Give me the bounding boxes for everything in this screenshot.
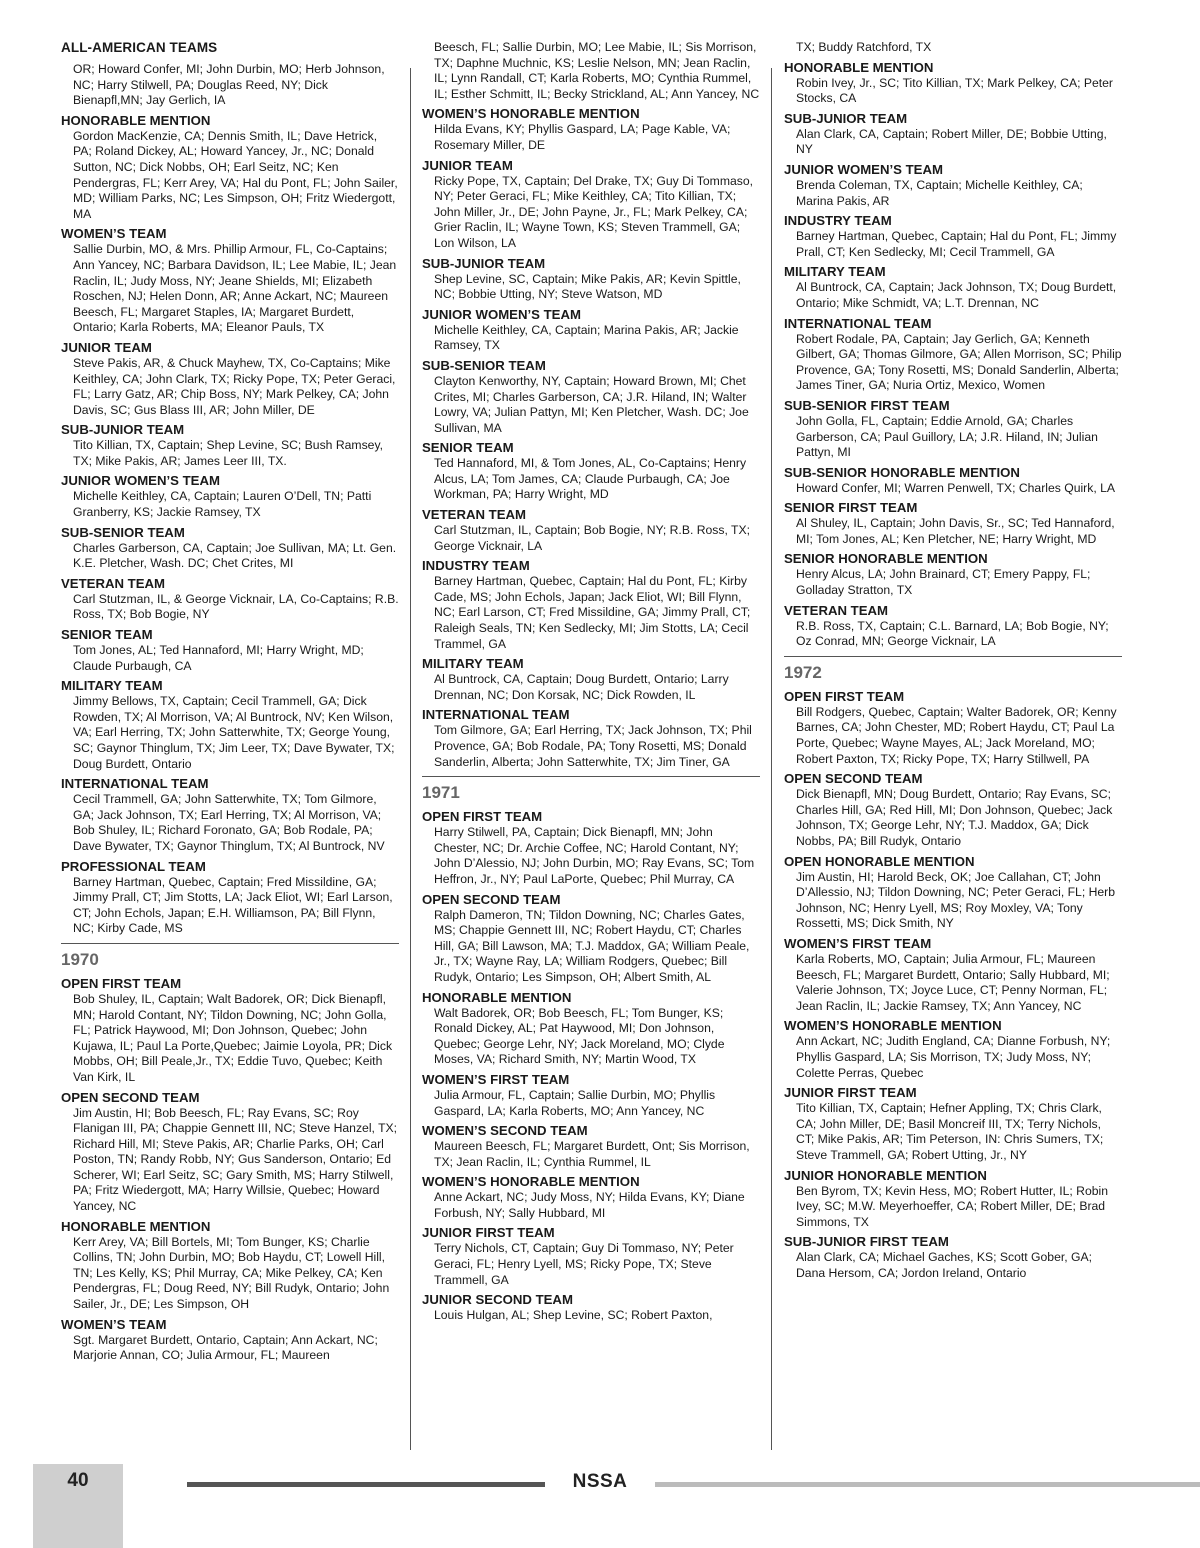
year-heading: 1972 xyxy=(784,656,1122,683)
team-members: Tito Killian, TX, Captain; Hefner Appling, TX; Chris Clark, CA; John Miller, DE; Basil Moncreif III, TX; Terry Nichols, CT; Mike Pakis, AR; Tim Peterson, IN: Chris Sumers, TX; Steve Trammell, GA; Robert Utting, Jr., NY xyxy=(796,1101,1104,1162)
team-section xyxy=(784,316,1122,394)
team-members: Al Buntrock, CA, Captain; Doug Burdett, Ontario; Larry Drennan, NC; Don Korsak, NC; Dick Rowden, IL xyxy=(434,672,729,702)
team-heading: VETERAN TEAM xyxy=(784,602,889,618)
team-section xyxy=(61,422,399,469)
team-heading: MILITARY TEAM xyxy=(784,264,886,280)
section-list xyxy=(61,976,399,1364)
team-heading: SUB-JUNIOR TEAM xyxy=(784,110,908,126)
team-section xyxy=(784,1018,1122,1081)
team-heading: JUNIOR HONORABLE MENTION xyxy=(784,1167,987,1183)
team-heading: WOMEN’S HONORABLE MENTION xyxy=(784,1018,1002,1034)
team-heading: HONORABLE MENTION xyxy=(61,112,211,128)
team-section xyxy=(61,226,399,336)
team-section xyxy=(784,111,1122,158)
team-heading: WOMEN’S TEAM xyxy=(61,1316,167,1332)
team-members: Robert Rodale, PA, Captain; Jay Gerlich, GA; Kenneth Gilbert, GA; Thomas Gilmore, GA; Allen Morrison, SC; Philip Provence, GA; Tony Rosetti, MS; Donald Sanderlin, Alberta; James Tiner, GA; Nuria Ortiz, Mexico, Women xyxy=(796,331,1122,393)
team-section xyxy=(61,627,399,674)
team-heading: INTERNATIONAL TEAM xyxy=(422,707,570,723)
team-section xyxy=(422,558,760,652)
team-section xyxy=(784,60,1122,107)
team-heading: VETERAN TEAM xyxy=(61,575,166,591)
team-heading: WOMEN’S TEAM xyxy=(61,226,167,242)
team-section xyxy=(784,398,1122,461)
team-heading: MILITARY TEAM xyxy=(422,656,524,672)
team-members: Michelle Keithley, CA, Captain; Lauren O’Dell, TN; Patti Granberry, KS; Jackie Ramsey, TX xyxy=(73,489,372,520)
continued-text: Beesch, FL; Sallie Durbin, MO; Lee Mabie, IL; Sis Morrison, TX; Daphne Muchnic, KS; Leslie Nelson, MN; Jean Raclin, IL; Lynn Randall, CT; Karla Roberts, MO; Cynthia Rummel, IL; Esther Schmitt, IL; Becky Strickland, AL; Ann Yancey, NC xyxy=(434,40,760,101)
team-members: Tom Jones, AL; Ted Hannaford, MI; Harry Wright, MD; Claude Purbaugh, CA xyxy=(73,643,364,673)
team-members: Shep Levine, SC, Captain; Mike Pakis, AR; Kevin Spittle, NC; Bobbie Utting, NY; Steve Watson, MD xyxy=(434,271,741,302)
team-members: Clayton Kenworthy, NY, Captain; Howard Brown, MI; Chet Crites, MI; Charles Garberson, CA; J.R. Hiland, IN; Walter Lowry, VA; Julian Pattyn, MI; Ken Pletcher, Wash. DC; Joe Sullivan, MA xyxy=(434,373,749,435)
team-heading: JUNIOR TEAM xyxy=(422,157,513,173)
team-heading: JUNIOR FIRST TEAM xyxy=(422,1225,555,1241)
team-members: Maureen Beesch, FL; Margaret Burdett, Ont; Sis Morrison, TX; Jean Raclin, IL; Cynthia Rummel, IL xyxy=(434,1139,750,1169)
team-members: Ricky Pope, TX, Captain; Del Drake, TX; Guy Di Tommaso, NY; Peter Geraci, FL; Mike Keithley, CA; Tito Killian, TX; John Miller, Jr., DE; John Payne, Jr., FL; Mark Pelkey, CA; Grier Raclin, IL; Wayne Town, KS; Steven Trammell, GA; Lon Wilson, LA xyxy=(434,173,754,250)
team-heading: WOMEN’S HONORABLE MENTION xyxy=(422,1174,640,1190)
team-section xyxy=(784,854,1122,932)
team-members: Barney Hartman, Quebec, Captain; Hal du Pont, FL; Kirby Cade, MS; John Echols, Japan; Jack Eliot, WI; Bill Flynn, NC; Earl Larson, CT; Fred Missildine, GA; Jimmy Prall, CT; Raleigh Seals, TN; Ken Sedlecky, MI; Jim Stotts, LA; Cecil Trammel, GA xyxy=(434,574,751,651)
team-members: Walt Badorek, OR; Bob Beesch, FL; Tom Bunger, KS; Ronald Dickey, AL; Pat Haywood, MI; Don Johnson, Quebec; George Lehr, NY; Jack Moreland, MO; Clyde Moses, VA; Richard Smith, NY; Martin Wood, TX xyxy=(434,1005,725,1067)
team-members: Jimmy Bellows, TX, Captain; Cecil Trammell, GA; Dick Rowden, TX; Al Morrison, VA; Al Buntrock, NV; Ken Wilson, VA; Earl Herring, TX; John Satterwhite, TX; George Young, SC; Gaynor Thinglum, TX; Jim Leer, TX; Dave Bywater, TX; Doug Burdett, Ontario xyxy=(73,694,395,771)
team-members: Sgt. Margaret Burdett, Ontario, Captain; Ann Ackart, NC; Marjorie Annan, CO; Julia Armour, FL; Maureen xyxy=(73,1332,378,1363)
team-members: Robin Ivey, Jr., SC; Tito Killian, TX; Mark Pelkey, CA; Peter Stocks, CA xyxy=(796,75,1113,106)
team-section xyxy=(422,707,760,770)
team-section xyxy=(61,340,399,418)
team-members: Alan Clark, CA; Michael Gaches, KS; Scott Gober, GA; Dana Hersom, CA; Jordon Ireland, Ontario xyxy=(796,1250,1093,1280)
column-3 xyxy=(784,40,1122,1285)
team-heading: HONORABLE MENTION xyxy=(61,1218,211,1234)
team-heading: JUNIOR TEAM xyxy=(61,339,152,355)
team-members: Ralph Dameron, TN; Tildon Downing, NC; Charles Gates, MS; Chappie Gennett III, NC; Robert Haydu, CT; Charles Hill, GA; Bill Lawson, MA; T.J. Maddox, GA; William Peale, Jr., TX; Wayne Ray, LA; William Rodgers, Quebec; Bill Rudyk, Ontario; Les Simpson, OH; Albert Smith, AL xyxy=(434,907,750,984)
team-section xyxy=(422,307,760,354)
team-members: Howard Confer, MI; Warren Penwell, TX; Charles Quirk, LA xyxy=(796,480,1116,495)
page-number-box xyxy=(33,1464,123,1548)
team-members: Karla Roberts, MO, Captain; Julia Armour, FL; Maureen Beesch, FL; Margaret Burdett, Ontario; Sally Hubbard, MI; Valerie Johnson, TX; Joyce Luce, CT; Penny Norman, FL; Jean Raclin, IL; Jackie Ramsey, TX; Ann Yancey, NC xyxy=(796,951,1110,1013)
team-heading: OPEN SECOND TEAM xyxy=(784,771,923,787)
team-members: Barney Hartman, Quebec, Captain; Hal du Pont, FL; Jimmy Prall, CT; Ken Sedlecky, MI; Cecil Trammell, GA xyxy=(796,229,1117,259)
team-members: Bob Shuley, IL, Captain; Walt Badorek, OR; Dick Bienapfl, MN; Harold Contant, NY; Tildon Downing, NC; John Golla, FL; Patrick Haywood, MI; Don Johnson, Quebec; John Kujawa, IL; Paul La Porte,Quebec; Jaimie Loyola, PR; Dick Mobbs, OH; Bill Peale,Jr., TX; Eddie Tuvo, Quebec; Keith Van Kirk, IL xyxy=(73,991,393,1084)
team-members: Julia Armour, FL, Captain; Sallie Durbin, MO; Phyllis Gaspard, LA; Karla Roberts, MO; Ann Yancey, NC xyxy=(434,1087,716,1118)
team-section xyxy=(61,776,399,854)
team-heading: SENIOR FIRST TEAM xyxy=(784,500,918,516)
team-members: Tom Gilmore, GA; Earl Herring, TX; Jack Johnson, TX; Phil Provence, GA; Bob Rodale, PA; Tony Rosetti, MS; Donald Sanderlin, Alberta; John Satterwhite, TX; Jim Tiner, GA xyxy=(434,723,752,769)
team-members: Michelle Keithley, CA, Captain; Marina Pakis, AR; Jackie Ramsey, TX xyxy=(434,322,739,353)
team-members: Gordon MacKenzie, CA; Dennis Smith, IL; Dave Hetrick, PA; Roland Dickey, AL; Howard Yancey, Jr., NC; Donald Sutton, NC; Dick Nobbs, OH; Earl Seitz, NC; Ken Pendergras, FL; Kerr Arey, VA; Hal du Pont, FL; John Sailer, MD; William Parks, NC; Les Simpson, OH; Fritz Wiedergott, MA xyxy=(73,128,398,221)
team-section xyxy=(784,603,1122,650)
column-1 xyxy=(61,40,399,1368)
column-divider xyxy=(771,68,772,1450)
team-section xyxy=(784,689,1122,767)
team-members: Carl Stutzman, IL, & George Vicknair, LA, Co-Captains; R.B. Ross, TX; Bob Bogie, NY xyxy=(73,591,399,622)
team-heading: SUB-SENIOR HONORABLE MENTION xyxy=(784,464,1020,480)
team-heading: JUNIOR FIRST TEAM xyxy=(784,1085,917,1101)
team-section xyxy=(61,576,399,623)
team-section xyxy=(61,473,399,520)
team-members: Al Shuley, IL, Captain; John Davis, Sr., SC; Ted Hannaford, MI; Tom Jones, AL; Ken Pletcher, NE; Harry Wright, MD xyxy=(796,516,1115,546)
team-section xyxy=(784,500,1122,547)
team-section xyxy=(61,678,399,772)
team-section xyxy=(784,213,1122,260)
team-members: Tito Killian, TX, Captain; Shep Levine, SC; Bush Ramsey, TX; Mike Pakis, AR; James Leer III, TX. xyxy=(73,438,384,468)
team-members: Henry Alcus, LA; John Brainard, CT; Emery Pappy, FL; Golladay Stratton, TX xyxy=(796,567,1091,598)
team-heading: SENIOR TEAM xyxy=(61,627,153,643)
team-members: Ann Ackart, NC; Judith England, CA; Dianne Forbush, NY; Phyllis Gaspard, LA; Sis Morrison, TX; Judy Moss, NY; Colette Perras, Quebec xyxy=(796,1034,1111,1080)
team-heading: OPEN SECOND TEAM xyxy=(422,891,561,907)
team-section xyxy=(784,771,1122,849)
team-section xyxy=(422,106,760,153)
team-heading: PROFESSIONAL TEAM xyxy=(61,858,206,874)
team-members: Louis Hulgan, AL; Shep Levine, SC; Robert Paxton, xyxy=(434,1308,713,1323)
team-members: Carl Stutzman, IL, Captain; Bob Bogie, NY; R.B. Ross, TX; George Vicknair, LA xyxy=(434,523,750,553)
team-heading: SUB-JUNIOR TEAM xyxy=(422,255,546,271)
team-heading: VETERAN TEAM xyxy=(422,507,527,523)
team-heading: INTERNATIONAL TEAM xyxy=(784,315,932,331)
team-section xyxy=(422,358,760,436)
team-heading: SUB-SENIOR TEAM xyxy=(61,524,185,540)
team-heading: WOMEN’S HONORABLE MENTION xyxy=(422,106,640,122)
team-section xyxy=(422,990,760,1068)
team-section xyxy=(422,1292,760,1324)
team-section xyxy=(422,256,760,303)
section-list xyxy=(61,113,399,937)
team-section xyxy=(784,264,1122,311)
team-members: Alan Clark, CA, Captain; Robert Miller, DE; Bobbie Utting, NY xyxy=(796,126,1107,157)
team-heading: OPEN HONORABLE MENTION xyxy=(784,853,975,869)
team-heading: SENIOR TEAM xyxy=(422,440,514,456)
team-members: Dick Bienapfl, MN; Doug Burdett, Ontario; Ray Evans, SC; Charles Hill, GA; Red Hill, MI; Don Johnson, Quebec; Jack Johnson, TX; George Lehr, NY; T.J. Maddox, GA; Dick Nobbs, PA; Bill Rudyk, Ontario xyxy=(796,787,1113,848)
team-section xyxy=(61,1090,399,1215)
team-section xyxy=(784,1085,1122,1163)
team-heading: INTERNATIONAL TEAM xyxy=(61,776,209,792)
team-members: R.B. Ross, TX, Captain; C.L. Barnard, LA; Bob Bogie, NY; Oz Conrad, MN; George Vicknair, LA xyxy=(796,618,1109,649)
team-heading: MILITARY TEAM xyxy=(61,678,163,694)
team-section xyxy=(784,1234,1122,1281)
page-title: ALL-AMERICAN TEAMS xyxy=(61,40,218,55)
team-members: Brenda Coleman, TX, Captain; Michelle Keithley, CA; Marina Pakis, AR xyxy=(796,177,1083,208)
team-members: Bill Rodgers, Quebec, Captain; Walter Badorek, OR; Kenny Barnes, CA; John Chester, MD; Robert Haydu, CT; Paul La Porte, Quebec; Wayne Mayes, AL; Jack Moreland, MO; Robert Paxton, TX; Ricky Pope, TX; Harry Stillwell, PA xyxy=(796,704,1117,766)
team-heading: JUNIOR WOMEN’S TEAM xyxy=(61,473,220,489)
team-members: Al Buntrock, CA, Captain; Jack Johnson, TX; Doug Burdett, Ontario; Mike Schmidt, VA; L.T. Drennan, NC xyxy=(796,280,1117,310)
team-members: Ted Hannaford, MI, & Tom Jones, AL, Co-Captains; Henry Alcus, LA; Tom James, CA; Claude Purbaugh, CA; Joe Workman, PA; Harry Wright, MD xyxy=(434,456,747,502)
team-heading: OPEN SECOND TEAM xyxy=(61,1089,200,1105)
team-section xyxy=(61,1219,399,1313)
team-heading: SUB-JUNIOR TEAM xyxy=(61,422,185,438)
team-heading: OPEN FIRST TEAM xyxy=(422,809,543,825)
team-members: Anne Ackart, NC; Judy Moss, NY; Hilda Evans, KY; Diane Forbush, NY; Sally Hubbard, MI xyxy=(434,1190,745,1220)
team-section xyxy=(784,465,1122,497)
team-members: Harry Stilwell, PA, Captain; Dick Bienapfl, MN; John Chester, NC; Dr. Archie Coffee, NC; Harold Contant, NY; John D’Alessio, NJ; John Durbin, MO; Ray Evans, SC; Tom Heffron, Jr., NY; Paul LaPorte, Quebec; Phil Murray, CA xyxy=(434,825,755,886)
team-section xyxy=(61,113,399,223)
team-section xyxy=(422,1225,760,1288)
team-section xyxy=(422,656,760,703)
team-heading: SUB-JUNIOR FIRST TEAM xyxy=(784,1234,949,1250)
team-heading: SUB-SENIOR TEAM xyxy=(422,357,546,373)
team-members: Cecil Trammell, GA; John Satterwhite, TX; Tom Gilmore, GA; Jack Johnson, TX; Earl Herring, TX; Al Morrison, VA; Bob Shuley, IL; Richard Foronato, GA; Bob Rodale, PA; Dave Bywater, TX; Gaynor Thinglum, TX; Al Buntrock, NV xyxy=(73,792,385,853)
team-members: Ben Byrom, TX; Kevin Hess, MO; Robert Hutter, IL; Robin Ivey, SC; M.W. Meyerhoeffer, CA; Robert Miller, DE; Brad Simmons, TX xyxy=(796,1183,1109,1229)
team-section xyxy=(422,1072,760,1119)
team-members: Charles Garberson, CA, Captain; Joe Sullivan, MA; Lt. Gen. K.E. Pletcher, Wash. DC; Chet Crites, MI xyxy=(73,540,397,571)
section-list xyxy=(422,106,760,770)
team-section xyxy=(422,1174,760,1221)
continued-text: OR; Howard Confer, MI; John Durbin, MO; Herb Johnson, NC; Harry Stilwell, PA; Douglas Reed, NY; Dick Bienapfl,MN; Jay Gerlich, IA xyxy=(73,62,385,108)
section-list xyxy=(784,689,1122,1282)
team-heading: SENIOR HONORABLE MENTION xyxy=(784,551,988,567)
team-members: Jim Austin, HI; Bob Beesch, FL; Ray Evans, SC; Roy Flanigan III, PA; Chappie Gennett III, NC; Steve Hanzel, TX; Richard Hill, MI; Steve Pakis, AR; Charlie Parks, OH; Carl Poston, TN; Randy Robb, NY; Gus Sanderson, Ontario; Ed Scherer, WI; Earl Seitz, SC; Gary Smith, MS; Harry Stilwell, PA; Fritz Wiedergott, MA; Harry Willsie, Quebec; Howard Yancey, NC xyxy=(73,1105,398,1214)
team-heading: SUB-SENIOR FIRST TEAM xyxy=(784,397,950,413)
section-list xyxy=(422,809,760,1324)
team-heading: JUNIOR WOMEN’S TEAM xyxy=(422,306,581,322)
team-members: Sallie Durbin, MO, & Mrs. Phillip Armour, FL, Co-Captains; Ann Yancey, NC; Barbara Davidson, IL; Lee Mabie, IL; Jean Raclin, IL; Judy Moss, NY; Jeane Shields, MI; Elizabeth Roschen, NJ; Helen Donn, AR; Anne Ackart, NC; Maureen Beesch, FL; Margaret Staples, IA; Margaret Burdett, Ontario; Karla Roberts, MA; Eleanor Pauls, TX xyxy=(73,242,397,335)
footer-publisher: NSSA xyxy=(572,1471,628,1492)
column-divider xyxy=(410,68,411,1450)
team-heading: INDUSTRY TEAM xyxy=(784,213,892,229)
team-members: Kerr Arey, VA; Bill Bortels, MI; Tom Bunger, KS; Charlie Collins, TN; John Durbin, MO; Bob Haydu, CT; Lowell Hill, TN; Les Kelly, KS; Phil Murray, CA; Mike Pelkey, CA; Ken Pendergras, FL; Doug Reed, NY; Bill Rudyk, Ontario; John Sailer, Jr., DE; Les Simpson, OH xyxy=(73,1234,390,1312)
team-heading: OPEN FIRST TEAM xyxy=(61,975,182,991)
team-heading: WOMEN’S FIRST TEAM xyxy=(422,1071,570,1087)
footer-rule-left xyxy=(187,1482,545,1487)
team-section xyxy=(784,936,1122,1014)
team-heading: INDUSTRY TEAM xyxy=(422,558,530,574)
team-heading: HONORABLE MENTION xyxy=(784,59,934,75)
team-section xyxy=(422,440,760,503)
team-section xyxy=(422,809,760,887)
team-members: Jim Austin, HI; Harold Beck, OK; Joe Callahan, CT; John D’Allessio, NJ; Tildon Downing, NC; Peter Geraci, FL; Herb Johnson, NC; Henry Lyell, MS; Roy Moxley, VA; Tony Rossetti, MS; Dick Smith, NY xyxy=(796,869,1116,931)
footer-rule-right xyxy=(655,1482,1200,1487)
year-heading: 1971 xyxy=(422,776,760,803)
team-section xyxy=(61,859,399,937)
page-number: 40 xyxy=(67,1470,89,1491)
team-section xyxy=(784,162,1122,209)
team-members: Barney Hartman, Quebec, Captain; Fred Missildine, GA; Jimmy Prall, CT; Jim Stotts, LA; Jack Eliot, WI; Earl Larson, CT; John Echols, Japan; E.H. Williamson, PA; Bill Flynn, NC; Kirby Cade, MS xyxy=(73,874,393,936)
team-section xyxy=(422,892,760,986)
team-section xyxy=(61,525,399,572)
continued-text: TX; Buddy Ratchford, TX xyxy=(796,40,932,54)
team-section xyxy=(784,1168,1122,1231)
team-section xyxy=(784,551,1122,598)
team-section xyxy=(422,1123,760,1170)
team-section xyxy=(422,158,760,252)
team-section xyxy=(422,507,760,554)
team-heading: WOMEN’S FIRST TEAM xyxy=(784,935,932,951)
team-members: John Golla, FL, Captain; Eddie Arnold, GA; Charles Garberson, CA; Paul Guillory, LA; J.R. Hiland, IN; Julian Pattyn, MI xyxy=(796,413,1098,460)
team-heading: WOMEN’S SECOND TEAM xyxy=(422,1123,588,1139)
column-2 xyxy=(422,40,760,1328)
team-heading: JUNIOR WOMEN’S TEAM xyxy=(784,161,943,177)
team-members: Steve Pakis, AR, & Chuck Mayhew, TX, Co-Captains; Mike Keithley, CA; John Clark, TX; Ricky Pope, TX; Peter Geraci, FL; Larry Gatz, AR; Chip Boss, NY; Mark Pelkey, CA; John Davis, SC; Gus Blass III, AR; John Miller, DE xyxy=(73,355,396,417)
team-members: Hilda Evans, KY; Phyllis Gaspard, LA; Page Kable, VA; Rosemary Miller, DE xyxy=(434,122,731,152)
team-members: Terry Nichols, CT, Captain; Guy Di Tommaso, NY; Peter Geraci, FL; Henry Lyell, MS; Ricky Pope, TX; Steve Trammell, GA xyxy=(434,1241,734,1287)
team-section xyxy=(61,1317,399,1364)
team-heading: JUNIOR SECOND TEAM xyxy=(422,1292,573,1308)
team-section xyxy=(61,976,399,1086)
team-heading: HONORABLE MENTION xyxy=(422,989,572,1005)
team-heading: OPEN FIRST TEAM xyxy=(784,688,905,704)
year-heading: 1970 xyxy=(61,943,399,970)
section-list xyxy=(784,60,1122,650)
